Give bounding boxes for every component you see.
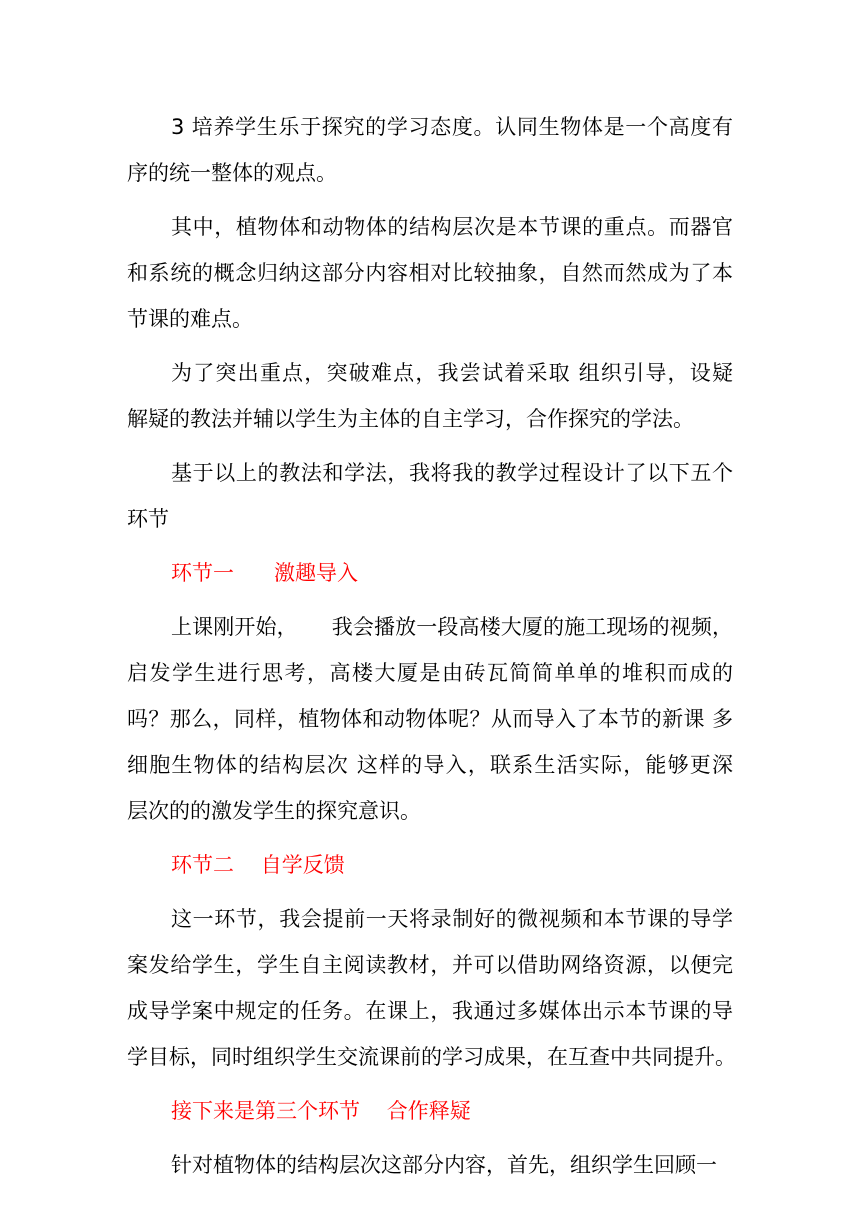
paragraph-line: 上课刚开始， 我会播放一段高楼大厦的施工现场的视频， — [171, 615, 733, 639]
section-heading: 接下来是第三个环节 合作释疑 — [171, 1099, 471, 1123]
paragraph-line: 吗？那么，同样，植物体和动物体呢？从而导入了本节的新课 多 — [127, 707, 733, 731]
section-heading: 环节二 自学反馈 — [171, 853, 345, 877]
document-body — [127, 104, 736, 1188]
paragraph-line: 案发给学生，学生自主阅读教材，并可以借助网络资源，以便完 — [127, 953, 733, 977]
paragraph-line: 层次的的激发学生的探究意识。 — [127, 799, 421, 823]
paragraph-line: 启发学生进行思考，高楼大厦是由砖瓦简简单单的堆积而成的 — [127, 661, 733, 685]
paragraph-line: 细胞生物体的结构层次 这样的导入，联系生活实际，能够更深 — [127, 753, 733, 777]
paragraph-line: 针对植物体的结构层次这部分内容，首先，组织学生回顾一 — [171, 1153, 717, 1177]
paragraph-line: 3 培养学生乐于探究的学习态度。认同生物体是一个高度有 — [171, 115, 733, 139]
paragraph-line: 序的统一整体的观点。 — [127, 161, 337, 185]
paragraph-line: 节课的难点。 — [127, 307, 253, 331]
paragraph-line: 其中，植物体和动物体的结构层次是本节课的重点。而器官 — [171, 215, 733, 239]
paragraph-line: 基于以上的教法和学法，我将我的教学过程设计了以下五个 — [171, 461, 733, 485]
paragraph-line: 为了突出重点，突破难点，我尝试着采取 组织引导，设疑 — [171, 361, 733, 385]
paragraph-line: 和系统的概念归纳这部分内容相对比较抽象，自然而然成为了本 — [127, 261, 733, 285]
paragraph-line: 学目标，同时组织学生交流课前的学习成果，在互查中共同提升。 — [127, 1045, 736, 1069]
paragraph-line: 环节 — [127, 507, 169, 531]
paragraph-line: 解疑的教法并辅以学生为主体的自主学习，合作探究的学法。 — [127, 407, 694, 431]
section-heading: 环节一 激趣导入 — [171, 561, 359, 585]
paragraph-line: 成导学案中规定的任务。在课上，我通过多媒体出示本节课的导 — [127, 999, 733, 1023]
paragraph-line: 这一环节，我会提前一天将录制好的微视频和本节课的导学 — [171, 907, 733, 931]
